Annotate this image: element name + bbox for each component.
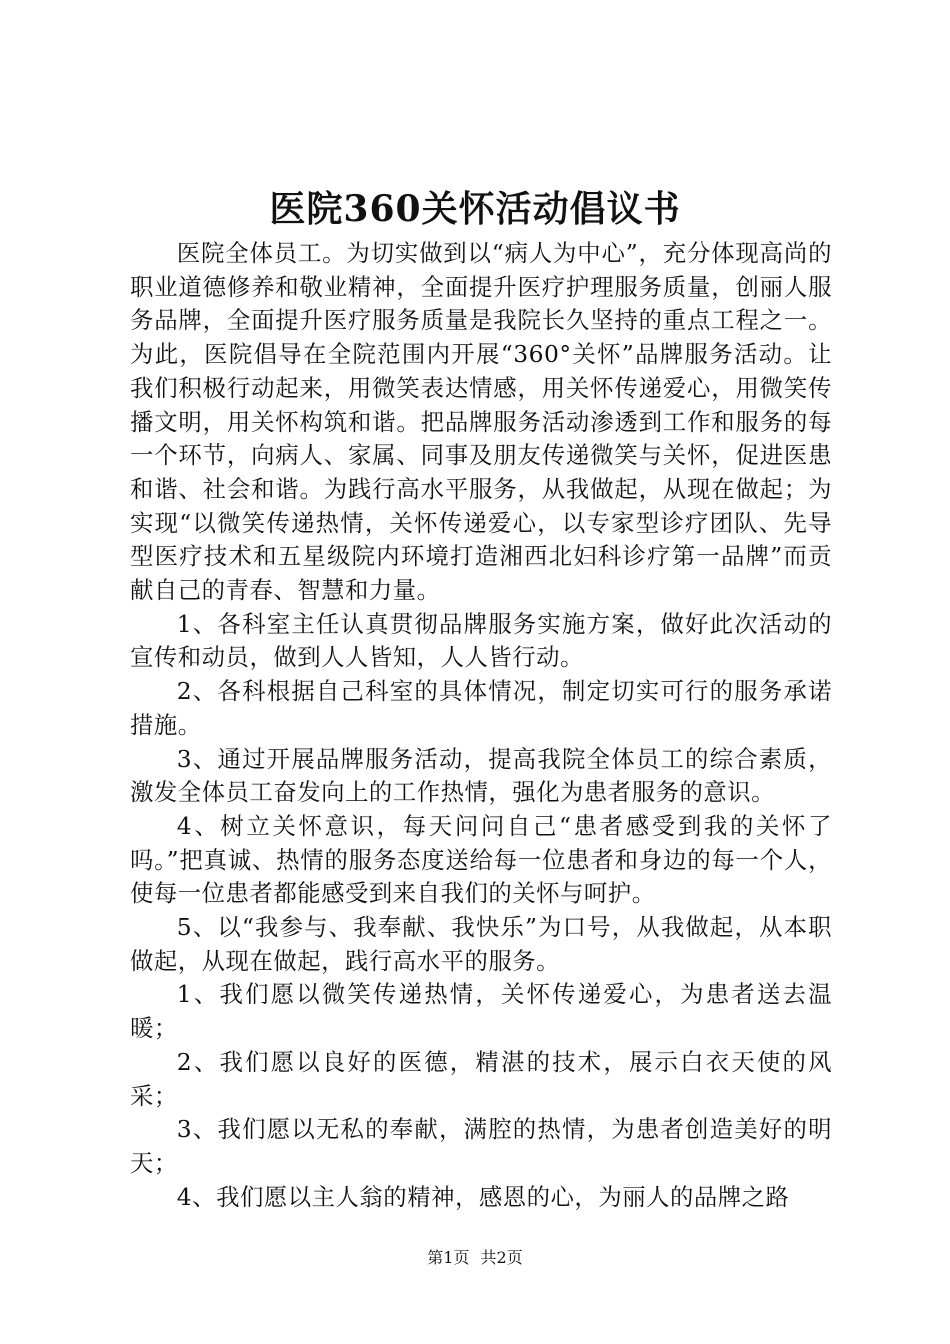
action-item-5: 5、以“我参与、我奉献、我快乐”为口号，从我做起，从本职做起，从现在做起，践行高水平的服务。: [130, 913, 832, 975]
pledge-item-4: 4、我们愿以主人翁的精神，感恩的心，为丽人的品牌之路: [176, 1182, 790, 1211]
page-total: 共2页: [480, 1248, 523, 1267]
action-item-2: 2、各科根据自己科室的具体情况，制定切实可行的服务承诺措施。: [130, 677, 832, 739]
page-number: 第1页: [427, 1248, 470, 1267]
document-body: [130, 237, 832, 1214]
pledge-item-1: 1、我们愿以微笑传递热情，关怀传递爱心，为患者送去温暖；: [130, 980, 832, 1043]
pledge-item-3: 3、我们愿以无私的奉献，满腔的热情，为患者创造美好的明天；: [130, 1115, 832, 1177]
intro-paragraph: 医院全体员工。为切实做到以“病人为中心”，充分体现高尚的职业道德修养和敬业精神，全面提升医疗护理服务质量，创丽人服务品牌，全面提升医疗服务质量是我院长久坚持的重点工程之一。为此，医院倡导在全院范围内开展“360°关怀”品牌服务活动。让我们积极行动起来，用微笑表达情感，用关怀传递爱心，用微笑传播文明，用关怀构筑和谐。把品牌服务活动渗透到工作和服务的每一个环节，向病人、家属、同事及朋友传递微笑与关怀，促进医患和谐、社会和谐。为践行高水平服务，从我做起，从现在做起；为实现“以微笑传递热情，关怀传递爱心，以专家型诊疗团队、先导型医疗技术和五星级院内环境打造湘西北妇科诊疗第一品牌”而贡献自己的青春、智慧和力量。: [130, 239, 832, 605]
page-footer: [0, 1247, 950, 1269]
action-item-4: 4、树立关怀意识，每天问问自己“患者感受到我的关怀了吗。”把真诚、热情的服务态度送给每一位患者和身边的每一个人，使每一位患者都能感受到来自我们的关怀与呵护。: [130, 811, 832, 908]
action-item-1: 1、各科室主任认真贯彻品牌服务实施方案，做好此次活动的宣传和动员，做到人人皆知，人人皆行动。: [130, 609, 832, 672]
action-item-3: 3、通过开展品牌服务活动，提高我院全体员工的综合素质，激发全体员工奋发向上的工作热情，强化为患者服务的意识。: [130, 744, 832, 807]
document-title: 医院360关怀活动倡议书: [269, 188, 681, 230]
pledge-item-2: 2、我们愿以良好的医德，精湛的技术，展示白衣天使的风采；: [130, 1047, 832, 1110]
